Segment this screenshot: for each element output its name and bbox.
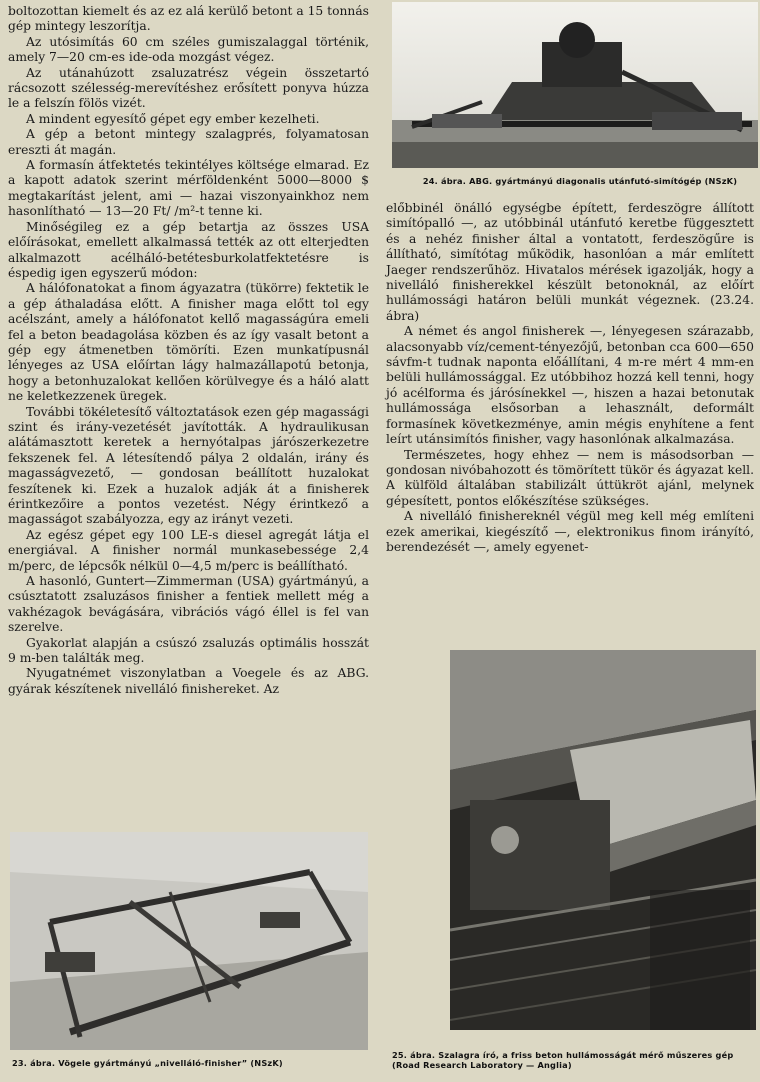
figure-24-image (392, 2, 758, 168)
paragraph: Nyugatnémet viszonylatban a Voegele és az ABG. gyárak készítenek nivelláló finishereket. Az (8, 666, 369, 696)
figure-23-caption: 23. ábra. Vögele gyártmányú „nivelláló-finisher” (NSzK) (12, 1058, 283, 1068)
figure-24-photo (392, 2, 758, 168)
paragraph: A német és angol finisherek —, lényegesen szárazabb, alacsonyabb víz/cement-tényezőjű, betonban cca 600—650 sávfm-t tudnak naponta előállítani, 4 m-re mért 4 mm-en belüli hullámossággal. Ez utóbbihoz hozzá kell tenni, hogy jó acélforma és járósínekkel —, hiszen a hazai betonutak hullámossága elsősorban a lehasznált, deformált formasínek következménye, amin mégis enyhítene a fent leírt utánsimítós finisher, vagy hasonlónak alkalmazása. (386, 324, 754, 447)
paragraph: előbbinél önálló egységbe épített, ferdeszögre állított simítópalló —, az utóbbinál utánfutó keretbe függesztett és a nehéz finisher által a vontatott, ferdeszögűre is állítható, simítótag működik, hasonlóan a már említett Jaeger rendszerűhöz. Hivatalos mérések igazolják, hogy a nivelláló finisherekkel készült betonoknál, az előírt hullámossági határon belüli munkát végeznek. (23.24. ábra) (386, 201, 754, 323)
left-text-column (8, 4, 369, 697)
paragraph: A hálófonatokat a finom ágyazatra (tükörre) fektetik le a gép áthaladása előtt. A finisher maga előtt tol egy acélszánt, amely a hálófonatot kellő magasságúra emeli fel a beton beadagolása közben és az így vasalt betont a gép egy átmenetben tömöríti. Ezen munkatípusnál lényeges az USA előírtan lágy halmazállapotú betonja, hogy a betonhuzalokat kellően körülvegye és a háló alatt ne keletkezzenek üregek. (8, 281, 369, 404)
paragraph: A mindent egyesítő gépet egy ember kezelheti. (26, 111, 320, 126)
figure-23-photo (10, 832, 368, 1050)
figure-25-caption: 25. ábra. Szalagra író, a friss beton hullámosságát mérő műszeres gép (Road Research Laboratory — Anglia) (392, 1050, 734, 1070)
paragraph: A formasín átfektetés tekintélyes költsége elmarad. Ez a kapott adatok szerint mérföldenként 5000—8000 $ megtakarítást jelent, ami — hazai viszonyainkhoz nem hasonlítható — 13—20 Ft/ /m²-t tenne ki. (8, 158, 369, 219)
figure-23-image (10, 832, 368, 1050)
paragraph: A hasonló, Guntert—Zimmerman (USA) gyártmányú, a csúsztatott zsaluzásos finisher a fentiek mellett még a vakhézagok bevágására, vibrációs vágó éllel is fel van szerelve. (8, 574, 369, 635)
figure-25-photo (450, 650, 756, 1030)
paragraph: Az utánahúzott zsaluzatrész végein összetartó rácsozott szélesség-merevítéshez erősített ponyva húzza le a felszín fölös vizét. (8, 65, 369, 111)
paragraph: További tökéletesítő változtatások ezen gép magassági szint és irány-vezetését javították. A hydraulikusan alátámasztott keretek a hernyótalpas járószerkezetre fekszenek fel. A létesítendő pálya 2 oldalán, irány és magasságvezető, — gondosan beállított huzalokat feszítenek ki. Ezek a huzalok adják át a finisherek érintkezőire a pontos vezetést. Négy érintkező a magasságot szabályozza, egy az irányt vezeti. (8, 404, 369, 527)
right-text-column (386, 201, 754, 555)
paragraph: Minőségileg ez a gép betartja az összes USA előírásokat, emellett alkalmassá tették az ott elterjedten alkalmazott acélháló-betétesburkolatfektetésre is éspedig igen egyszerű módon: (8, 219, 369, 280)
paragraph: A nivelláló finishereknél végül meg kell még említeni ezek amerikai, kiegészítő —, elektronikus finom irányító, berendezését —, amely egyenet- (386, 509, 754, 554)
figure-24-caption: 24. ábra. ABG. gyártmányú diagonalis utánfutó-simítógép (NSzK) (422, 176, 738, 186)
paragraph: Gyakorlat alapján a csúszó zsaluzás optimális hosszát 9 m-ben találták meg. (8, 635, 369, 666)
paragraph: Az egész gépet egy 100 LE-s diesel agregát látja el energiával. A finisher normál munkasebessége 2,4 m/perc, de lépcsők nélkül 0—4,5 m/perc is beállítható. (8, 527, 369, 573)
figure-25-image (450, 650, 756, 1030)
paragraph: A gép a betont mintegy szalagprés, folyamatosan ereszti át magán. (8, 127, 369, 157)
paragraph: Természetes, hogy ehhez — nem is másodsorban — gondosan nivóbahozott és tömörített tükör és ágyazat kell. A külföld általában stabilizált úttükröt ajánl, melynek gépesített, pontos előkészítése szükséges. (386, 447, 754, 508)
paragraph: boltozottan kiemelt és az ez alá kerülő betont a 15 tonnás gép mintegy leszorítja. (8, 4, 369, 34)
paragraph: Az utósimítás 60 cm széles gumiszalaggal történik, amely 7—20 cm-es ide-oda mozgást végez. (8, 34, 369, 65)
